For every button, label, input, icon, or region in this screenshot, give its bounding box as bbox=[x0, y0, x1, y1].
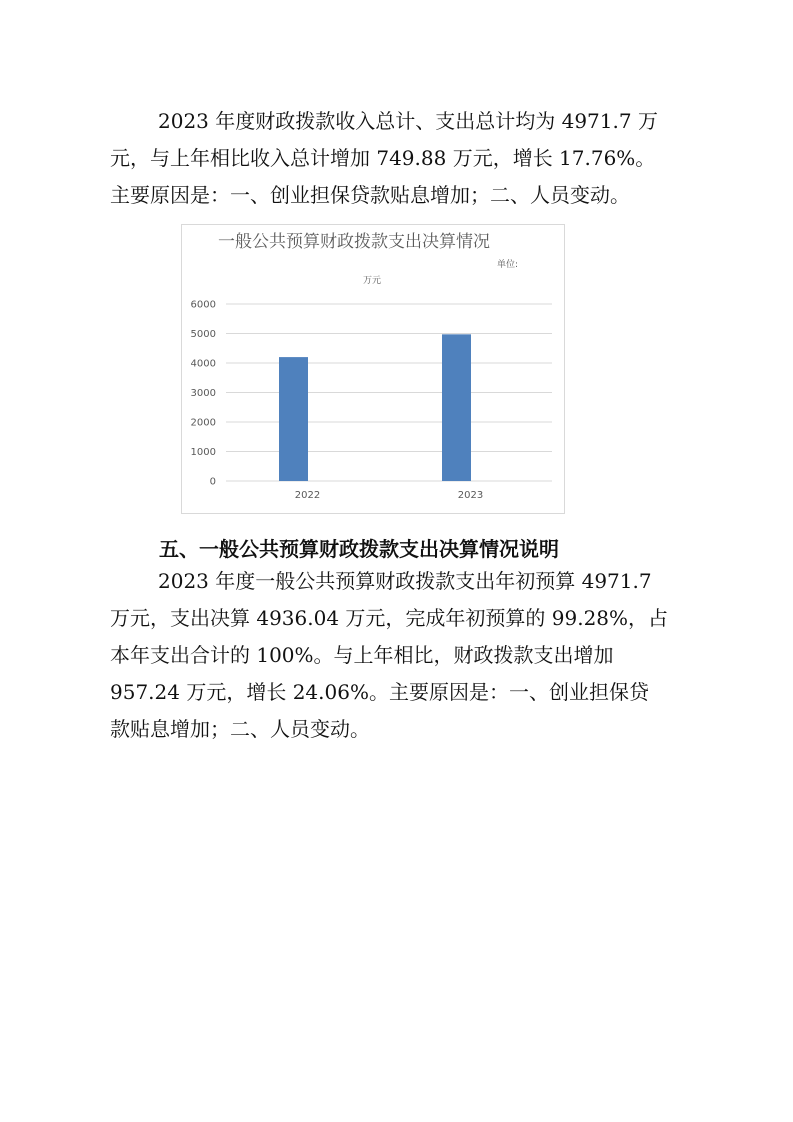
y-tick-label: 5000 bbox=[190, 329, 216, 340]
chart-y-axis bbox=[191, 300, 216, 488]
y-tick-label: 0 bbox=[209, 476, 216, 488]
section-heading: 五、一般公共预算财政拨款支出决算情况说明 bbox=[159, 537, 559, 561]
paragraph-2-line: 2023 年度一般公共预算财政拨款支出年初预算 4971.7 bbox=[158, 569, 652, 593]
bar-2022 bbox=[279, 357, 308, 481]
y-tick-label: 6000 bbox=[190, 299, 216, 311]
paragraph-2-line: 957.24 万元，增长 24.06%。主要原因是：一、创业担保贷 bbox=[110, 680, 649, 704]
chart-title: 一般公共预算财政拨款支出决算情况 bbox=[218, 232, 490, 252]
paragraph-2-line: 万元，支出决算 4936.04 万元，完成年初预算的 99.28%，占 bbox=[110, 606, 669, 630]
paragraph-2 bbox=[110, 563, 690, 748]
paragraph-1-line: 主要原因是：一、创业担保贷款贴息增加；二、人员变动。 bbox=[110, 183, 630, 207]
chart-x-axis bbox=[295, 490, 483, 501]
bar-2023 bbox=[442, 334, 471, 481]
paragraph-1-line: 元，与上年相比收入总计增加 749.88 万元，增长 17.76%。 bbox=[110, 146, 656, 170]
x-tick-label: 2023 bbox=[457, 490, 484, 501]
y-tick-label: 2000 bbox=[190, 417, 216, 429]
paragraph-2-line: 本年支出合计的 100%。与上年相比，财政拨款支出增加 bbox=[110, 643, 614, 667]
chart-gridlines bbox=[226, 304, 552, 481]
paragraph-1-line: 2023 年度财政拨款收入总计、支出总计均为 4971.7 万 bbox=[158, 109, 658, 133]
chart-bars bbox=[279, 334, 471, 481]
paragraph-1 bbox=[110, 103, 690, 214]
paragraph-2-line: 款贴息增加；二、人员变动。 bbox=[110, 717, 370, 741]
chart-unit-label: 单位: bbox=[496, 260, 518, 270]
expenditure-chart bbox=[181, 224, 565, 514]
y-tick-label: 4000 bbox=[190, 358, 216, 370]
x-tick-label: 2022 bbox=[294, 490, 321, 501]
chart-canvas bbox=[182, 225, 566, 515]
chart-unit-value: 万元 bbox=[362, 276, 382, 286]
y-tick-label: 3000 bbox=[190, 388, 216, 399]
y-tick-label: 1000 bbox=[190, 447, 216, 458]
